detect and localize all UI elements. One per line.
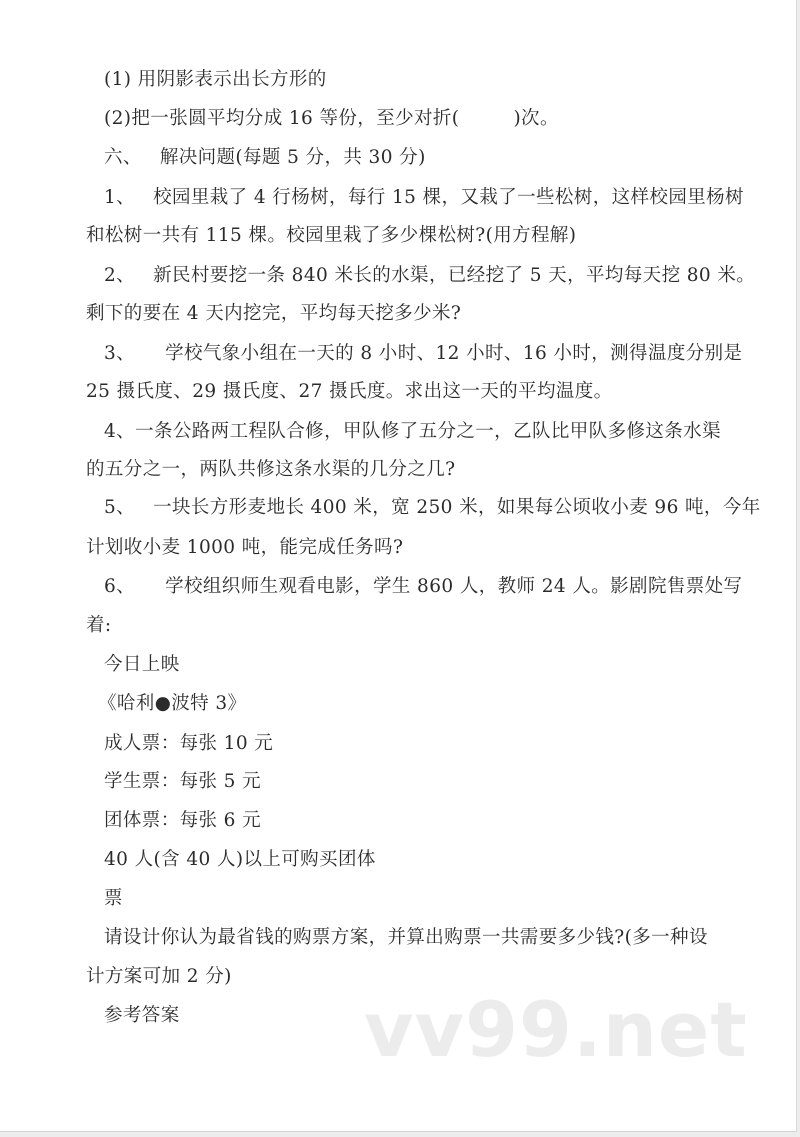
problem-4-line-1: [104, 420, 724, 444]
notice-title: [104, 653, 724, 677]
problem-text: 学校气象小组在一天的 8 小时、12 小时、16 小时，测得温度分别是: [165, 343, 743, 364]
heading-text: 参考答案: [104, 1005, 180, 1026]
problem-2-line-2: [86, 302, 706, 326]
problem-5-line-1: [104, 496, 761, 520]
question-text: (2)把一张圆平均分成 16 等份，至少对折(: [104, 108, 460, 129]
group-ticket-rule-line-1: [104, 848, 724, 872]
notice-text: 学生票：每张 5 元: [104, 771, 262, 792]
notice-text: 成人票：每张 10 元: [104, 733, 274, 754]
problem-number: 5、: [104, 497, 136, 518]
question-text: (1) 用阴影表示出长方形的: [104, 69, 327, 90]
question-text: )次。: [513, 108, 559, 129]
notice-text: 《哈利●波特 3》: [98, 693, 247, 714]
design-task-line-1: [104, 926, 724, 950]
problem-3-line-1: [104, 342, 743, 366]
problem-number: 1、: [104, 187, 136, 208]
question-1-shade: [104, 68, 724, 92]
section-6-heading: [104, 146, 724, 170]
problem-4-line-2: [86, 458, 706, 482]
problem-text: 25 摄氏度、29 摄氏度、27 摄氏度。求出这一天的平均温度。: [86, 381, 613, 402]
problem-text: 校园里栽了 4 行杨树，每行 15 棵，又栽了一些松树，这样校园里杨树: [153, 187, 744, 208]
problem-5-line-2: [86, 536, 706, 560]
movie-name: [98, 692, 718, 716]
problem-text: 学校组织师生观看电影，学生 860 人，教师 24 人。影剧院售票处写: [165, 576, 743, 597]
problem-1-line-1: [104, 186, 744, 210]
section-number: 六、: [104, 147, 142, 168]
problem-number: 3、: [104, 343, 136, 364]
problem-2-line-1: [104, 264, 756, 288]
problem-number: 2、: [104, 265, 136, 286]
notice-text: 团体票：每张 6 元: [104, 810, 262, 831]
notice-text: 40 人(含 40 人)以上可购买团体: [104, 849, 376, 870]
notice-text: 票: [104, 888, 123, 909]
problem-text: 计方案可加 2 分): [86, 966, 232, 987]
section-title: 解决问题(每题 5 分，共 30 分): [159, 147, 426, 168]
adult-ticket-price: [104, 732, 724, 756]
problem-text: 的五分之一，两队共修这条水渠的几分之几?: [86, 459, 456, 480]
problem-6-line-1: [104, 575, 743, 599]
watermark: vv99.net: [364, 985, 748, 1074]
problem-text: 着:: [86, 615, 112, 636]
problem-6-line-2: [86, 614, 706, 638]
group-ticket-price: [104, 809, 724, 833]
problem-text: 和松树一共有 115 棵。校园里栽了多少棵松树?(用方程解): [86, 225, 577, 246]
problem-number: 6、: [104, 576, 136, 597]
problem-1-line-2: [86, 224, 706, 248]
problem-text: 4、一条公路两工程队合修，甲队修了五分之一，乙队比甲队多修这条水渠: [104, 421, 721, 442]
question-2-fold: [104, 107, 724, 131]
group-ticket-rule-line-2: [104, 887, 724, 911]
notice-text: 今日上映: [104, 654, 180, 675]
problem-3-line-2: [86, 380, 706, 404]
problem-text: 请设计你认为最省钱的购票方案，并算出购票一共需要多少钱?(多一种设: [104, 927, 708, 948]
problem-text: 新民村要挖一条 840 米长的水渠，已经挖了 5 天，平均每天挖 80 米。: [153, 265, 756, 286]
problem-text: 计划收小麦 1000 吨，能完成任务吗?: [86, 537, 404, 558]
student-ticket-price: [104, 770, 724, 794]
problem-text: 剩下的要在 4 天内挖完，平均每天挖多少米?: [86, 303, 462, 324]
problem-text: 一块长方形麦地长 400 米，宽 250 米，如果每公顷收小麦 96 吨，今年: [153, 497, 761, 518]
